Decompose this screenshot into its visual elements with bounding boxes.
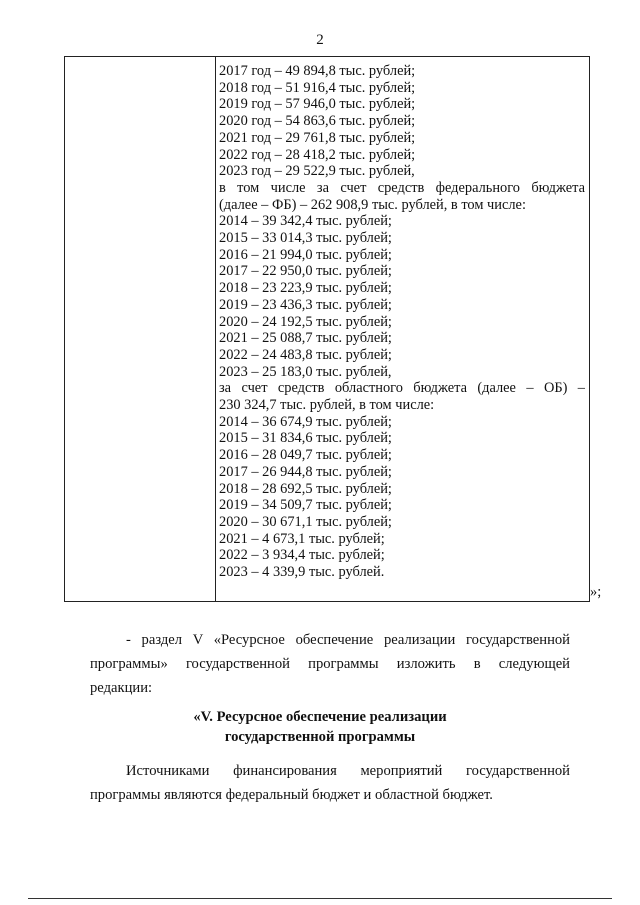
table-line: в том числе за счет средств федерального бюджета xyxy=(219,179,585,196)
funding-cell xyxy=(219,63,585,581)
table-line: 2018 – 23 223,9 тыс. рублей; xyxy=(219,280,392,297)
table-line: 2015 – 33 014,3 тыс. рублей; xyxy=(219,230,392,247)
paragraph-line: Источниками финансирования мероприятий государственной xyxy=(126,763,570,779)
table-line: 2022 – 24 483,8 тыс. рублей; xyxy=(219,346,392,363)
paragraph-line: редакции: xyxy=(90,680,153,696)
closing-quote: »; xyxy=(590,584,602,600)
section-heading xyxy=(0,707,640,747)
table-line: 2020 – 30 671,1 тыс. рублей; xyxy=(219,513,392,530)
heading-line: «V. Ресурсное обеспечение реализации xyxy=(193,709,447,725)
page-number: 2 xyxy=(316,32,324,48)
table-line: 2019 – 23 436,3 тыс. рублей; xyxy=(219,296,392,313)
amendment-paragraph xyxy=(90,628,570,700)
table-line: 2017 год – 49 894,8 тыс. рублей; xyxy=(219,63,416,79)
table-line: 2023 – 4 339,9 тыс. рублей. xyxy=(219,564,385,581)
funding-sources-paragraph xyxy=(90,759,570,807)
table-line: 2020 год – 54 863,6 тыс. рублей; xyxy=(219,113,416,130)
table-line: 2014 – 39 342,4 тыс. рублей; xyxy=(219,213,392,230)
table-line: 230 324,7 тыс. рублей, в том числе: xyxy=(219,397,435,414)
table-line: 2019 год – 57 946,0 тыс. рублей; xyxy=(219,96,416,113)
table-line: 2017 – 22 950,0 тыс. рублей; xyxy=(219,263,392,280)
table-line: 2019 – 34 509,7 тыс. рублей; xyxy=(219,497,392,514)
funding-table xyxy=(64,56,590,602)
paragraph-line: - раздел V «Ресурсное обеспечение реализации государственной xyxy=(126,632,570,648)
paragraph-line: программы являются федеральный бюджет и областной бюджет. xyxy=(90,787,493,803)
table-line: 2023 год – 29 522,9 тыс. рублей, xyxy=(219,163,415,180)
table-line: 2021 – 25 088,7 тыс. рублей; xyxy=(219,330,392,347)
table-line: 2016 – 28 049,7 тыс. рублей; xyxy=(219,447,392,464)
table-line: 2023 – 25 183,0 тыс. рублей, xyxy=(219,363,392,380)
table-line: 2021 – 4 673,1 тыс. рублей; xyxy=(219,530,385,547)
table-line: 2016 – 21 994,0 тыс. рублей; xyxy=(219,246,392,263)
bottom-rule xyxy=(28,898,612,899)
heading-line: государственной программы xyxy=(224,729,416,745)
table-line: 2018 – 28 692,5 тыс. рублей; xyxy=(219,480,392,497)
table-line: 2020 – 24 192,5 тыс. рублей; xyxy=(219,313,392,330)
column-divider xyxy=(215,57,216,601)
table-line: 2022 год – 28 418,2 тыс. рублей; xyxy=(219,146,416,163)
table-line: 2021 год – 29 761,8 тыс. рублей; xyxy=(219,129,416,146)
table-line: 2022 – 3 934,4 тыс. рублей; xyxy=(219,547,385,564)
table-line: 2018 год – 51 916,4 тыс. рублей; xyxy=(219,79,416,96)
paragraph-line: программы» государственной программы изложить в следующей xyxy=(90,656,570,672)
table-line: 2014 – 36 674,9 тыс. рублей; xyxy=(219,413,392,430)
table-line: 2017 – 26 944,8 тыс. рублей; xyxy=(219,463,392,480)
table-line: (далее – ФБ) – 262 908,9 тыс. рублей, в том числе: xyxy=(219,196,526,213)
table-line: 2015 – 31 834,6 тыс. рублей; xyxy=(219,430,392,447)
table-line: за счет средств областного бюджета (далее – ОБ) – xyxy=(219,380,585,397)
